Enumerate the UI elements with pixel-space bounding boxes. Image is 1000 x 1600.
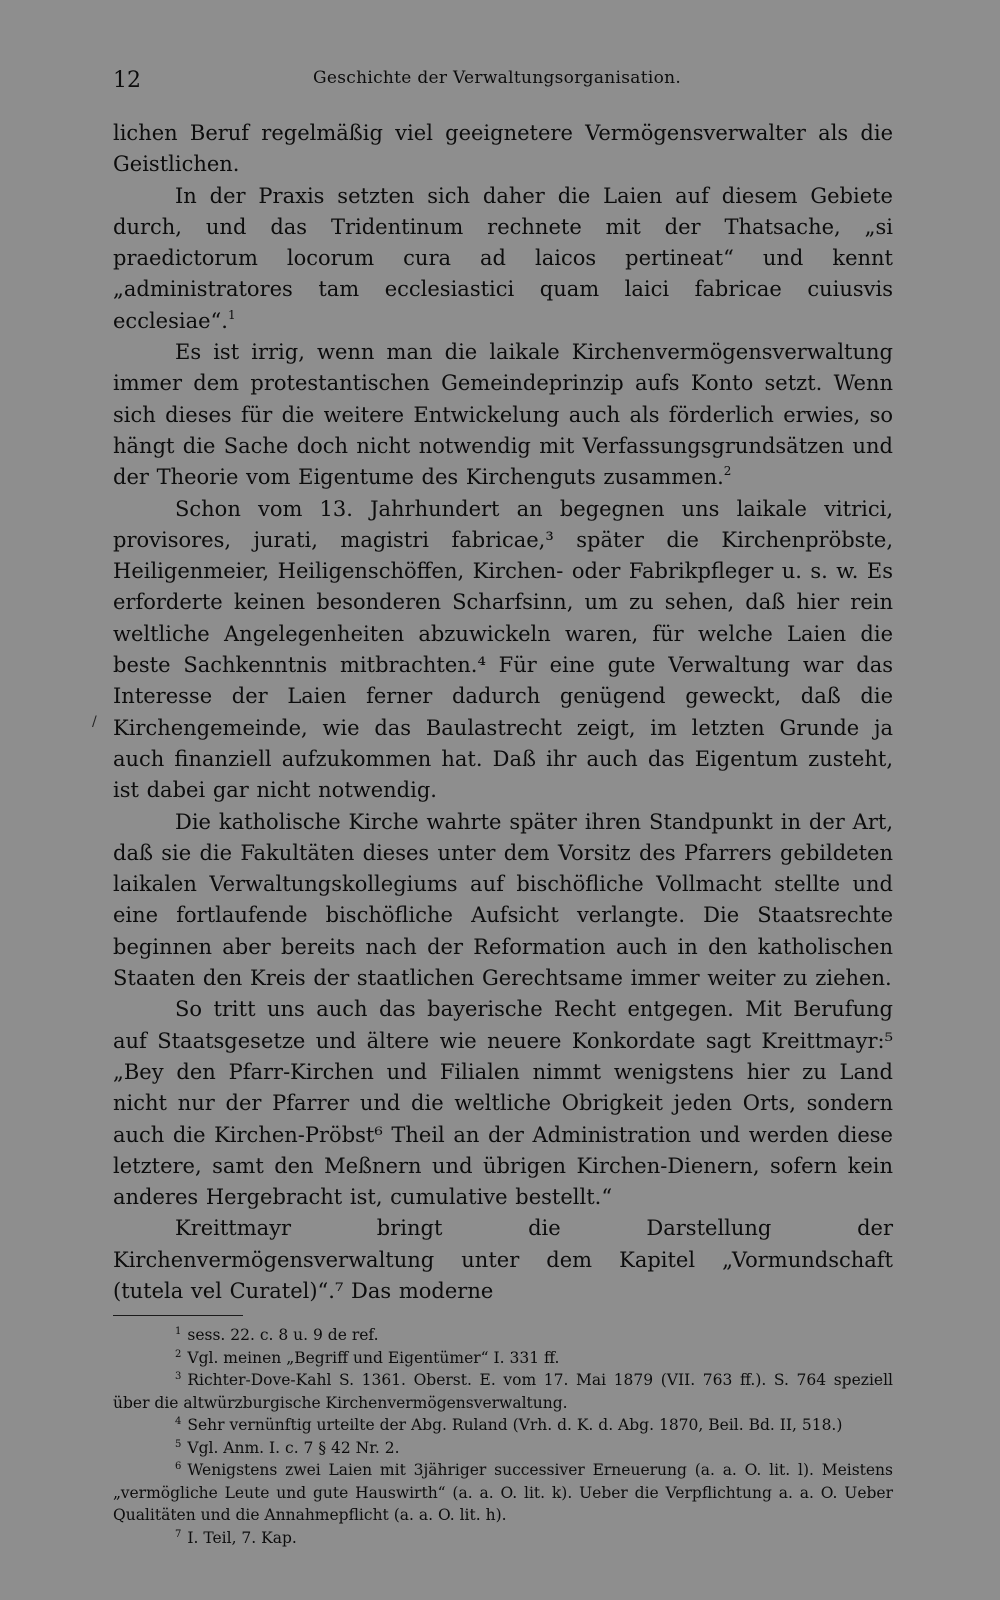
footnotes xyxy=(113,1324,893,1549)
paragraph-4: Schon vom 13. Jahrhundert an begegnen uns laikale vitrici, provisores, jurati, magistri fabricae,³ später die Kirchenpröbste, Heiligenmeier, Heiligenschöffen, Kirchen- oder Fabrikpfleger u. s. w. Es erforderte keinen besonderen Scharfsinn, um zu sehen, daß hier rein weltliche Angelegenheiten abzuwickeln waren, für welche Laien die beste Sachkenntnis mitbrachten.⁴ Für eine gute Verwaltung war das Interesse der Laien ferner dadurch genügend geweckt, daß die Kirchengemeinde, wie das Baulastrecht zeigt, im letzten Grunde ja auch finanziell aufzukommen hat. Daß ihr auch das Eigentum zusteht, ist dabei gar nicht notwendig. xyxy=(113,496,893,803)
margin-pencil-mark: / xyxy=(92,714,97,730)
footnote-3: $^3$ Richter-Dove-Kahl S. 1361. Oberst. E. vom 17. Mai 1879 (VII. 763 ff.). S. 764 speziell über die altwürzburgische Kirchenvermögensverwaltung. xyxy=(113,1371,893,1412)
footnote-ref-2[interactable]: 2 xyxy=(723,464,732,479)
document-page xyxy=(113,62,893,1549)
paragraph-2: In der Praxis setzten sich daher die Laien auf diesem Gebiete durch, und das Tridentinum rechnete mit der Thatsache, „si praedictorum locorum cura ad laicos pertineat“ und kennt „administratores tam ecclesiastici quam laici fabricae cuiusvis ecclesiae“.$^1$ xyxy=(113,183,893,333)
body-text xyxy=(113,118,893,1307)
footnote-7: $^7$ I. Teil, 7. Kap. xyxy=(175,1528,297,1547)
footnote-ref-1[interactable]: 1 xyxy=(227,307,236,322)
footnote-mark: 3 xyxy=(175,1371,182,1383)
footnote-mark: 6 xyxy=(175,1461,182,1473)
paragraph-1: lichen Beruf regelmäßig viel geeignetere Vermögensverwalter als die Geistlichen. xyxy=(113,121,893,177)
footnote-mark: 4 xyxy=(175,1416,182,1428)
running-title: Geschichte der Verwaltungsorganisation. xyxy=(313,68,682,88)
footnote-4: $^4$ Sehr vernünftig urteilte der Abg. Ruland (Vrh. d. K. d. Abg. 1870, Beil. Bd. II, 518.) xyxy=(175,1416,843,1435)
page-header xyxy=(113,62,893,98)
footnote-divider xyxy=(113,1315,243,1316)
footnote-2: $^2$ Vgl. meinen „Begriff und Eigentümer“ I. 331 ff. xyxy=(175,1348,560,1367)
page-number: 12 xyxy=(113,68,141,93)
paragraph-5: Die katholische Kirche wahrte später ihren Standpunkt in der Art, daß sie die Fakultäten dieses unter dem Vorsitz des Pfarrers gebildeten laikalen Verwaltungskollegiums auf bischöfliche Vollmacht stellte und eine fortlaufende bischöfliche Aufsicht verlangte. Die Staatsrechte beginnen aber bereits nach der Reformation auch in den katholischen Staaten den Kreis der staatlichen Gerechtsame immer weiter zu ziehen. xyxy=(113,809,893,991)
footnote-mark: 7 xyxy=(175,1528,182,1540)
footnote-mark: 5 xyxy=(175,1438,182,1450)
paragraph-3: Es ist irrig, wenn man die laikale Kirchenvermögensverwaltung immer dem protestantischen Gemeindeprinzip aufs Konto setzt. Wenn sich dieses für die weitere Entwickelung auch als förderlich erwies, so hängt die Sache doch nicht notwendig mit Verfassungsgrundsätzen und der Theorie vom Eigentume des Kirchenguts zusammen.$^2$ xyxy=(113,340,893,490)
footnote-1: $^1$ sess. 22. c. 8 u. 9 de ref. xyxy=(175,1326,379,1345)
paragraph-6: So tritt uns auch das bayerische Recht entgegen. Mit Berufung auf Staatsgesetze und ältere wie neuere Konkordate sagt Kreittmayr:⁵ „Bey den Pfarr-Kirchen und Filialen nimmt wenigstens hier zu Land nicht nur der Pfarrer und die weltliche Obrigkeit jeden Orts, sondern auch die Kirchen-Pröbst⁶ Theil an der Administration und werden diese letztere, samt den Meßnern und übrigen Kirchen-Dienern, sofern kein anderes Hergebracht ist, cumulative bestellt.“ xyxy=(113,997,893,1210)
footnote-mark: 2 xyxy=(175,1348,182,1360)
footnote-5: $^5$ Vgl. Anm. I. c. 7 § 42 Nr. 2. xyxy=(175,1438,400,1457)
footnote-mark: 1 xyxy=(175,1326,182,1338)
paragraph-7: Kreittmayr bringt die Darstellung der Kirchenvermögensverwaltung unter dem Kapitel „Vormundschaft (tutela vel Curatel)“.⁷ Das moderne xyxy=(113,1216,893,1303)
footnote-6: $^6$ Wenigstens zwei Laien mit 3jähriger successiver Erneuerung (a. a. O. lit. l). Meistens „vermögliche Leute und gute Hauswirth“ (a. a. O. lit. k). Ueber die Verpflichtung a. a. O. Ueber Qualitäten und die Annahmepflicht (a. a. O. lit. h). xyxy=(113,1461,893,1525)
